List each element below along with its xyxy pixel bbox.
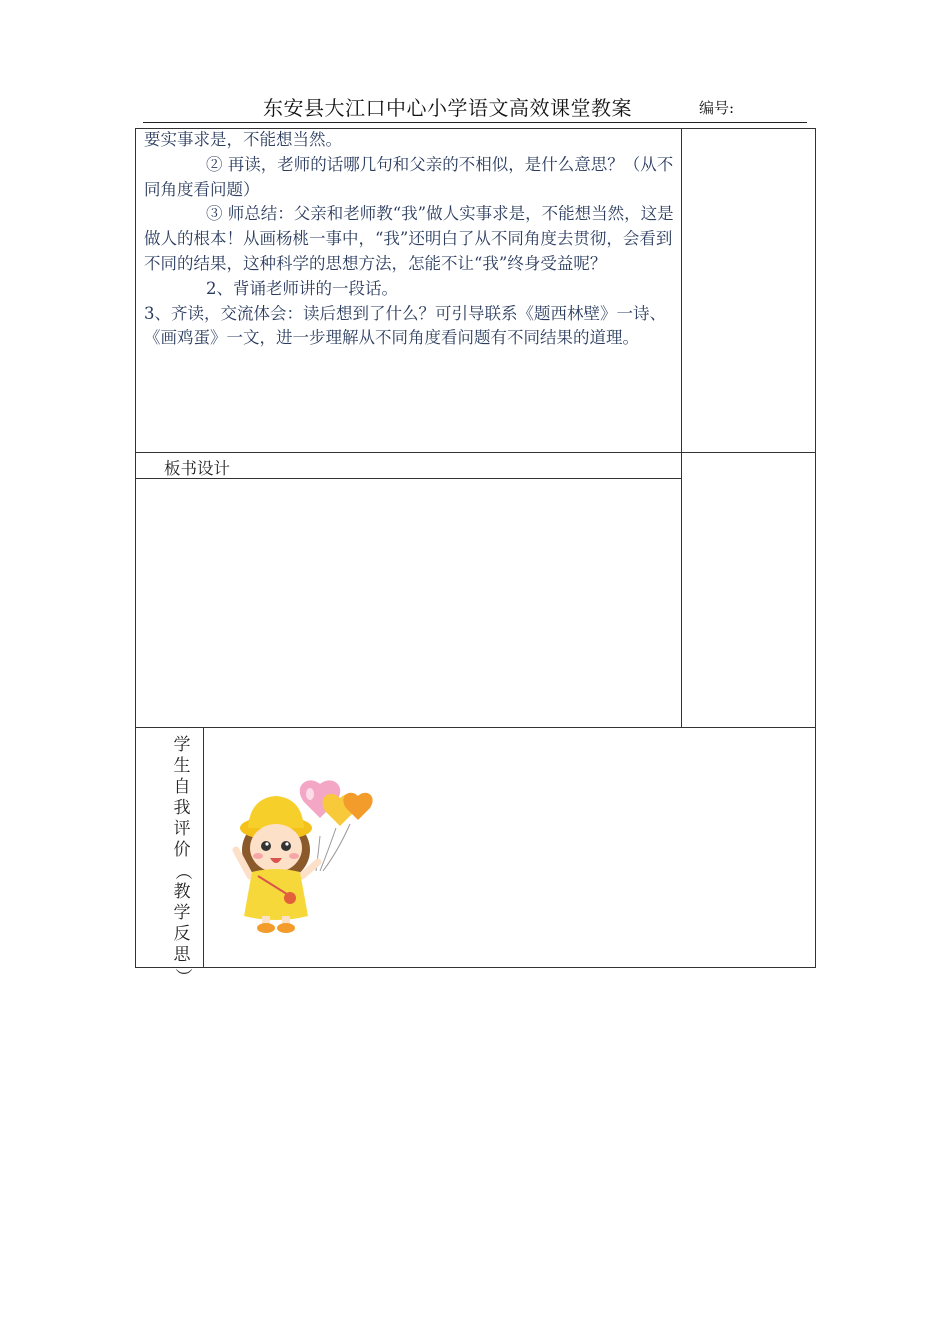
lesson-line-5: 3、齐读，交流体会：读后想到了什么？可引导联系《题西林壁》一诗、《画鸡蛋》一文，进一步理解从不同角度看问题有不同结果的道理。 [144,303,666,348]
document-title: 东安县大江口中心小学语文高效课堂教案 [263,96,632,120]
table-border-bottom [135,967,816,968]
reflection-col-divider [203,727,204,968]
self-evaluation-label: 学 生 自 我 评 价 （ 教 学 反 思 ） [172,735,193,985]
table-col-divider [681,128,682,728]
table-border-right [815,128,816,968]
cartoon-girl-illustration [228,776,378,936]
document-header [143,88,807,123]
table-border-left [135,128,136,968]
document-number-label: 编号: [699,99,735,117]
lesson-line-4: 2、背诵老师讲的一段话。 [206,278,398,298]
lesson-line-2: ② 再读，老师的话哪几句和父亲的不相似，是什么意思？（从不同角度看问题） [144,154,674,199]
table-row-divider-3 [135,727,816,728]
board-design-label: 板书设计 [164,459,230,478]
lesson-line-3: ③ 师总结：父亲和老师教“我”做人实事求是，不能想当然，这是做人的根本！从画杨桃一事中，“我”还明白了从不同角度去贯彻，会看到不同的结果，这种科学的思想方法，怎能不让“我”终身受益呢？ [144,204,674,273]
lesson-content [144,128,674,351]
table-row-divider-1 [135,452,816,453]
lesson-line-1: 要实事求是，不能想当然。 [144,130,342,149]
